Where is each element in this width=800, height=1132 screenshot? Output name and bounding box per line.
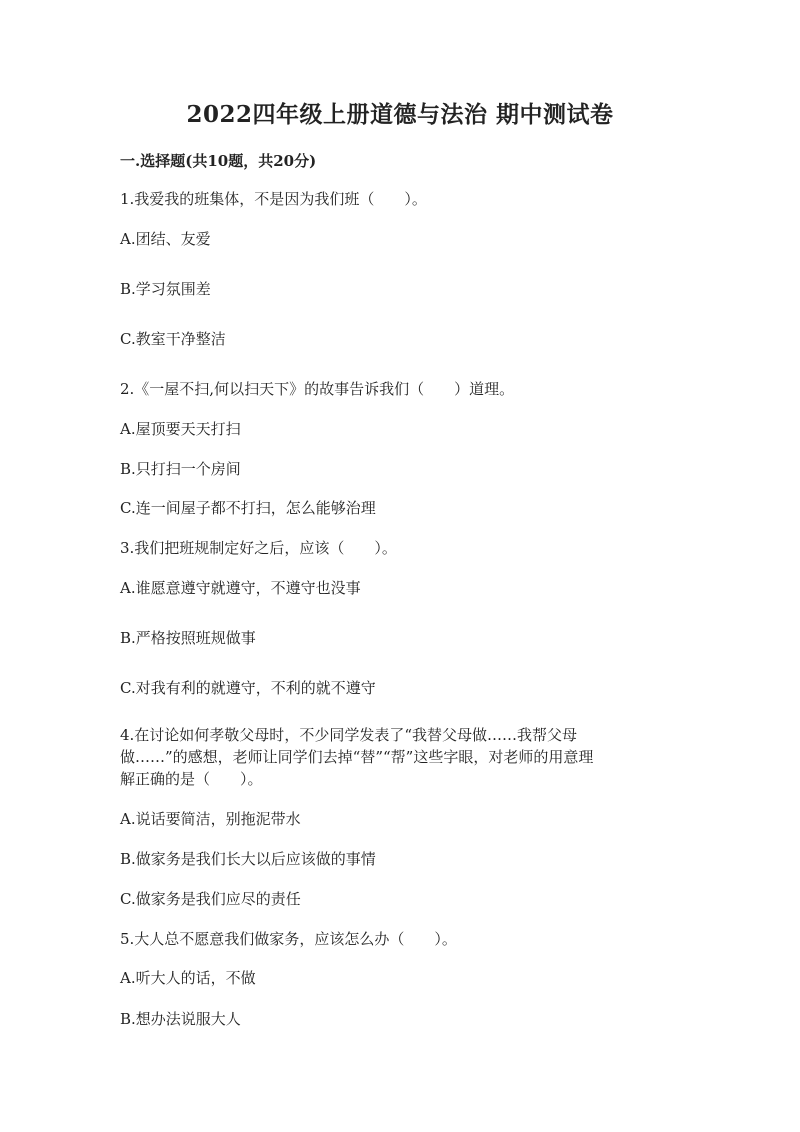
question-5-option-b: B.想办法说服大人 bbox=[120, 1010, 241, 1028]
question-3-stem: 3.我们把班规制定好之后，应该（ ）。 bbox=[120, 539, 397, 557]
question-4-option-c: C.做家务是我们应尽的责任 bbox=[120, 890, 301, 908]
question-1-option-c: C.教室干净整洁 bbox=[120, 330, 226, 348]
question-4-stem bbox=[120, 724, 680, 790]
question-3-option-c: C.对我有利的就遵守，不利的就不遵守 bbox=[120, 679, 376, 697]
question-3-option-b: B.严格按照班规做事 bbox=[120, 629, 256, 647]
question-1-stem: 1.我爱我的班集体，不是因为我们班（ ）。 bbox=[120, 190, 427, 208]
question-2-option-b: B.只打扫一个房间 bbox=[120, 460, 241, 478]
question-4-stem-line-3: 解正确的是（ ）。 bbox=[120, 770, 263, 788]
question-2-option-c: C.连一间屋子都不打扫，怎么能够治理 bbox=[120, 499, 376, 517]
section-heading: 一.选择题(共10题，共20分) bbox=[120, 152, 317, 170]
question-5-option-a: A.听大人的话，不做 bbox=[120, 969, 256, 987]
question-5-stem: 5.大人总不愿意我们做家务，应该怎么办（ ）。 bbox=[120, 930, 457, 948]
question-1-option-a: A.团结、友爱 bbox=[120, 230, 211, 248]
question-4-stem-line-1: 4.在讨论如何孝敬父母时，不少同学发表了“我替父母做……我帮父母 bbox=[120, 726, 577, 744]
question-4-option-b: B.做家务是我们长大以后应该做的事情 bbox=[120, 850, 376, 868]
question-4-stem-line-2: 做……”的感想，老师让同学们去掉“替”“帮”这些字眼，对老师的用意理 bbox=[120, 748, 594, 766]
page-title: 2022四年级上册道德与法治 期中测试卷 bbox=[186, 101, 614, 128]
question-1-option-b: B.学习氛围差 bbox=[120, 280, 211, 298]
question-3-option-a: A.谁愿意遵守就遵守，不遵守也没事 bbox=[120, 579, 361, 597]
question-2-option-a: A.屋顶要天天打扫 bbox=[120, 420, 241, 438]
question-2-stem: 2.《一屋不扫,何以扫天下》的故事告诉我们（ ）道理。 bbox=[120, 380, 515, 398]
question-4-option-a: A.说话要简洁，别拖泥带水 bbox=[120, 810, 301, 828]
